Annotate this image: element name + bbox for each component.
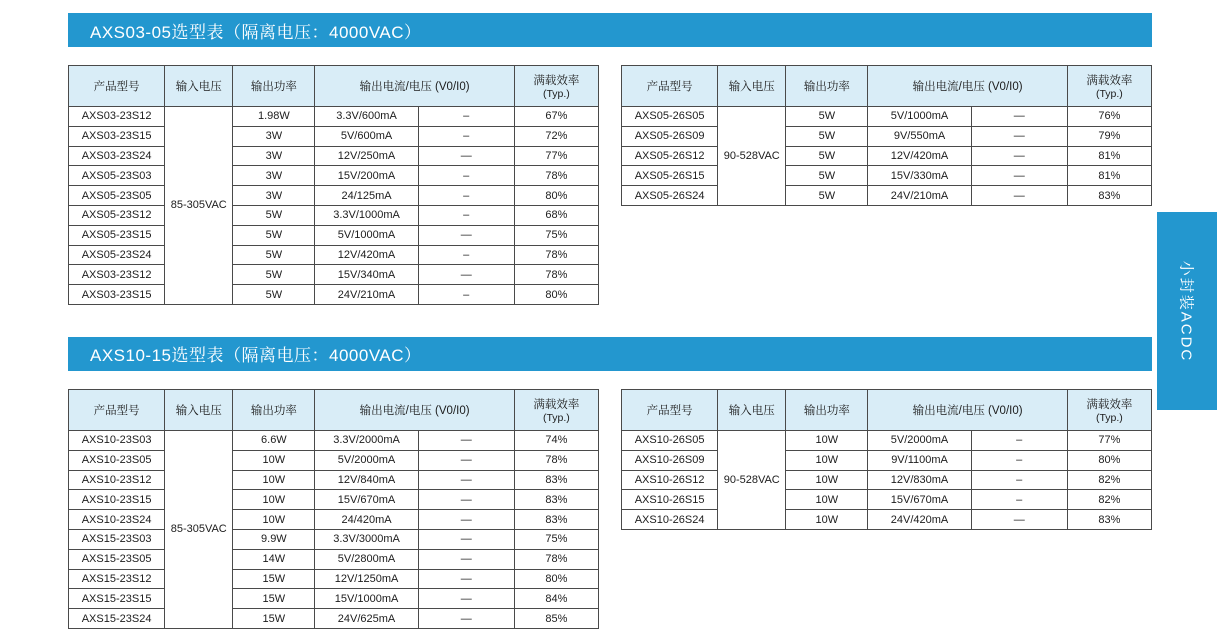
column-header-model: 产品型号	[69, 389, 165, 430]
dash-cell: —	[418, 146, 514, 166]
dash-cell: —	[418, 225, 514, 245]
model-cell: AXS15-23S05	[69, 549, 165, 569]
efficiency-cell: 77%	[1067, 430, 1151, 450]
table-row	[69, 285, 599, 305]
dash-cell: –	[418, 107, 514, 127]
table-row	[69, 146, 599, 166]
page-content	[68, 13, 1152, 629]
output-current-voltage-cell: 12V/420mA	[868, 146, 971, 166]
output-current-voltage-cell: 15V/670mA	[315, 490, 418, 510]
table-header-row	[622, 389, 1152, 430]
table-row	[69, 510, 599, 530]
efficiency-header-line1: 满载效率	[1086, 75, 1133, 87]
efficiency-cell: 80%	[514, 186, 598, 206]
efficiency-cell: 74%	[514, 430, 598, 450]
column-header-output-power: 输出功率	[233, 66, 315, 107]
dash-cell: –	[418, 126, 514, 146]
model-cell: AXS05-26S15	[622, 166, 718, 186]
table-row	[622, 146, 1152, 166]
table-row	[69, 245, 599, 265]
efficiency-header-line2: (Typ.)	[1095, 88, 1123, 100]
column-header-efficiency	[514, 66, 598, 107]
dash-cell: –	[418, 186, 514, 206]
efficiency-cell: 84%	[514, 589, 598, 609]
column-header-input-voltage: 输入电压	[718, 389, 786, 430]
output-current-voltage-cell: 5V/2000mA	[315, 450, 418, 470]
table-row	[69, 569, 599, 589]
output-power-cell: 1.98W	[233, 107, 315, 127]
dash-cell: –	[418, 245, 514, 265]
output-current-voltage-cell: 15V/340mA	[315, 265, 418, 285]
dash-cell: –	[418, 166, 514, 186]
dash-cell: –	[971, 490, 1067, 510]
selection-table-axs10-15-left	[68, 389, 599, 629]
table-row	[69, 470, 599, 490]
table-row	[69, 205, 599, 225]
dash-cell: —	[418, 470, 514, 490]
model-cell: AXS03-23S15	[69, 285, 165, 305]
table-row	[622, 126, 1152, 146]
table-row	[622, 470, 1152, 490]
efficiency-cell: 83%	[514, 510, 598, 530]
output-power-cell: 10W	[786, 510, 868, 530]
table-header-row	[69, 389, 599, 430]
table-row	[69, 609, 599, 629]
dash-cell: –	[971, 470, 1067, 490]
output-power-cell: 5W	[233, 265, 315, 285]
efficiency-cell: 81%	[1067, 146, 1151, 166]
dash-cell: –	[971, 430, 1067, 450]
output-current-voltage-cell: 12V/1250mA	[315, 569, 418, 589]
output-current-voltage-cell: 24V/420mA	[868, 510, 971, 530]
output-current-voltage-cell: 12V/830mA	[868, 470, 971, 490]
efficiency-cell: 85%	[514, 609, 598, 629]
dash-cell: —	[418, 510, 514, 530]
output-current-voltage-cell: 24/420mA	[315, 510, 418, 530]
output-current-voltage-cell: 5V/600mA	[315, 126, 418, 146]
dash-cell: —	[418, 609, 514, 629]
output-current-voltage-cell: 3.3V/600mA	[315, 107, 418, 127]
section-title-bar	[68, 337, 1152, 371]
efficiency-cell: 78%	[514, 265, 598, 285]
efficiency-cell: 75%	[514, 529, 598, 549]
side-tab-label: 小封装ACDC	[1177, 260, 1195, 362]
efficiency-cell: 78%	[514, 549, 598, 569]
column-header-model: 产品型号	[622, 389, 718, 430]
tables-row	[68, 65, 1152, 305]
column-header-efficiency	[1067, 66, 1151, 107]
output-power-cell: 10W	[233, 450, 315, 470]
output-power-cell: 9.9W	[233, 529, 315, 549]
model-cell: AXS10-26S05	[622, 430, 718, 450]
output-power-cell: 5W	[786, 126, 868, 146]
table-row	[69, 450, 599, 470]
efficiency-cell: 80%	[514, 569, 598, 589]
output-current-voltage-cell: 12V/840mA	[315, 470, 418, 490]
column-header-input-voltage: 输入电压	[165, 66, 233, 107]
model-cell: AXS10-23S03	[69, 430, 165, 450]
model-cell: AXS03-23S15	[69, 126, 165, 146]
output-power-cell: 3W	[233, 166, 315, 186]
output-current-voltage-cell: 15V/200mA	[315, 166, 418, 186]
model-cell: AXS10-26S15	[622, 490, 718, 510]
dash-cell: —	[418, 265, 514, 285]
dash-cell: —	[971, 146, 1067, 166]
output-power-cell: 10W	[786, 450, 868, 470]
output-power-cell: 5W	[786, 146, 868, 166]
column-header-output-power: 输出功率	[233, 389, 315, 430]
efficiency-cell: 68%	[514, 205, 598, 225]
column-header-output-current-voltage: 输出电流/电压 (V0/I0)	[315, 66, 514, 107]
model-cell: AXS05-23S15	[69, 225, 165, 245]
output-current-voltage-cell: 5V/1000mA	[315, 225, 418, 245]
output-power-cell: 3W	[233, 146, 315, 166]
efficiency-cell: 82%	[1067, 470, 1151, 490]
table-row	[69, 186, 599, 206]
table-row	[69, 107, 599, 127]
output-power-cell: 5W	[233, 245, 315, 265]
efficiency-cell: 83%	[1067, 510, 1151, 530]
dash-cell: –	[418, 285, 514, 305]
output-power-cell: 5W	[786, 186, 868, 206]
column-header-output-current-voltage: 输出电流/电压 (V0/I0)	[315, 389, 514, 430]
column-header-efficiency	[514, 389, 598, 430]
efficiency-header-line1: 满载效率	[533, 75, 580, 87]
model-cell: AXS03-23S24	[69, 146, 165, 166]
model-cell: AXS05-26S09	[622, 126, 718, 146]
dash-cell: —	[971, 107, 1067, 127]
output-current-voltage-cell: 24V/625mA	[315, 609, 418, 629]
efficiency-cell: 77%	[514, 146, 598, 166]
efficiency-cell: 80%	[514, 285, 598, 305]
model-cell: AXS15-23S24	[69, 609, 165, 629]
output-current-voltage-cell: 9V/550mA	[868, 126, 971, 146]
model-cell: AXS10-26S24	[622, 510, 718, 530]
dash-cell: —	[418, 430, 514, 450]
output-current-voltage-cell: 9V/1100mA	[868, 450, 971, 470]
efficiency-header-line1: 满载效率	[533, 398, 580, 411]
efficiency-cell: 80%	[1067, 450, 1151, 470]
table-row	[69, 225, 599, 245]
output-power-cell: 15W	[233, 609, 315, 629]
column-header-output-current-voltage: 输出电流/电压 (V0/I0)	[868, 389, 1067, 430]
model-cell: AXS05-26S05	[622, 107, 718, 127]
output-power-cell: 10W	[233, 470, 315, 490]
column-header-efficiency	[1067, 389, 1151, 430]
table-row	[69, 490, 599, 510]
output-current-voltage-cell: 15V/1000mA	[315, 589, 418, 609]
dash-cell: —	[971, 510, 1067, 530]
output-current-voltage-cell: 15V/670mA	[868, 490, 971, 510]
efficiency-cell: 67%	[514, 107, 598, 127]
output-current-voltage-cell: 12V/250mA	[315, 146, 418, 166]
model-cell: AXS10-23S24	[69, 510, 165, 530]
column-header-input-voltage: 输入电压	[718, 66, 786, 107]
table-row	[622, 107, 1152, 127]
column-header-model: 产品型号	[69, 66, 165, 107]
table-header-row	[69, 66, 599, 107]
model-cell: AXS05-23S12	[69, 205, 165, 225]
output-power-cell: 3W	[233, 186, 315, 206]
side-tab-small-package-acdc[interactable]	[1157, 212, 1217, 410]
output-power-cell: 10W	[233, 510, 315, 530]
input-voltage-cell: 90-528VAC	[718, 107, 786, 206]
table-row	[622, 490, 1152, 510]
table-row	[69, 166, 599, 186]
model-cell: AXS10-26S12	[622, 470, 718, 490]
efficiency-header-line2: (Typ.)	[542, 88, 570, 100]
table-row	[69, 265, 599, 285]
selection-table-axs03-05-left	[68, 65, 599, 305]
model-cell: AXS15-23S03	[69, 529, 165, 549]
dash-cell: —	[418, 450, 514, 470]
dash-cell: —	[418, 549, 514, 569]
table-row	[622, 510, 1152, 530]
output-current-voltage-cell: 5V/2800mA	[315, 549, 418, 569]
efficiency-cell: 78%	[514, 245, 598, 265]
table-row	[69, 589, 599, 609]
dash-cell: —	[418, 529, 514, 549]
table-row	[622, 430, 1152, 450]
column-header-model: 产品型号	[622, 66, 718, 107]
table-row	[69, 549, 599, 569]
table-row	[622, 450, 1152, 470]
dash-cell: —	[418, 490, 514, 510]
output-current-voltage-cell: 5V/1000mA	[868, 107, 971, 127]
efficiency-cell: 76%	[1067, 107, 1151, 127]
dash-cell: —	[971, 126, 1067, 146]
model-cell: AXS05-23S24	[69, 245, 165, 265]
model-cell: AXS05-26S24	[622, 186, 718, 206]
efficiency-cell: 82%	[1067, 490, 1151, 510]
output-power-cell: 6.6W	[233, 430, 315, 450]
model-cell: AXS10-23S15	[69, 490, 165, 510]
section-title: AXS10-15选型表（隔离电压：4000VAC）	[90, 346, 422, 366]
output-power-cell: 5W	[233, 225, 315, 245]
model-cell: AXS10-23S05	[69, 450, 165, 470]
efficiency-cell: 79%	[1067, 126, 1151, 146]
input-voltage-cell: 85-305VAC	[165, 107, 233, 305]
output-current-voltage-cell: 24V/210mA	[868, 186, 971, 206]
section-axs03-05	[68, 13, 1152, 305]
output-current-voltage-cell: 24V/210mA	[315, 285, 418, 305]
table-header-row	[622, 66, 1152, 107]
model-cell: AXS05-23S05	[69, 186, 165, 206]
column-header-output-power: 输出功率	[786, 389, 868, 430]
efficiency-header-line2: (Typ.)	[1095, 411, 1123, 424]
output-power-cell: 10W	[233, 490, 315, 510]
section-title-bar	[68, 13, 1152, 47]
column-header-output-power: 输出功率	[786, 66, 868, 107]
efficiency-header-line1: 满载效率	[1086, 398, 1133, 411]
output-power-cell: 15W	[233, 589, 315, 609]
output-current-voltage-cell: 24/125mA	[315, 186, 418, 206]
efficiency-header-line2: (Typ.)	[542, 411, 570, 424]
output-power-cell: 5W	[233, 285, 315, 305]
output-current-voltage-cell: 3.3V/3000mA	[315, 529, 418, 549]
model-cell: AXS10-23S12	[69, 470, 165, 490]
model-cell: AXS05-26S12	[622, 146, 718, 166]
output-current-voltage-cell: 15V/330mA	[868, 166, 971, 186]
efficiency-cell: 83%	[514, 470, 598, 490]
model-cell: AXS03-23S12	[69, 265, 165, 285]
output-power-cell: 5W	[786, 166, 868, 186]
table-row	[622, 166, 1152, 186]
model-cell: AXS15-23S12	[69, 569, 165, 589]
model-cell: AXS10-26S09	[622, 450, 718, 470]
dash-cell: –	[971, 450, 1067, 470]
efficiency-cell: 78%	[514, 450, 598, 470]
table-row	[69, 126, 599, 146]
table-row	[69, 430, 599, 450]
output-current-voltage-cell: 5V/2000mA	[868, 430, 971, 450]
table-row	[622, 186, 1152, 206]
dash-cell: —	[971, 186, 1067, 206]
model-cell: AXS03-23S12	[69, 107, 165, 127]
output-power-cell: 10W	[786, 490, 868, 510]
section-axs10-15	[68, 337, 1152, 629]
selection-table-axs03-05-right	[621, 65, 1152, 206]
output-current-voltage-cell: 3.3V/2000mA	[315, 430, 418, 450]
efficiency-cell: 75%	[514, 225, 598, 245]
output-power-cell: 5W	[786, 107, 868, 127]
tables-row	[68, 389, 1152, 629]
dash-cell: —	[971, 166, 1067, 186]
output-power-cell: 15W	[233, 569, 315, 589]
output-current-voltage-cell: 3.3V/1000mA	[315, 205, 418, 225]
model-cell: AXS15-23S15	[69, 589, 165, 609]
section-title: AXS03-05选型表（隔离电压：4000VAC）	[90, 22, 422, 42]
output-current-voltage-cell: 12V/420mA	[315, 245, 418, 265]
efficiency-cell: 78%	[514, 166, 598, 186]
output-power-cell: 14W	[233, 549, 315, 569]
efficiency-cell: 81%	[1067, 166, 1151, 186]
efficiency-cell: 72%	[514, 126, 598, 146]
efficiency-cell: 83%	[1067, 186, 1151, 206]
table-row	[69, 529, 599, 549]
selection-table-axs10-15-right	[621, 389, 1152, 530]
column-header-output-current-voltage: 输出电流/电压 (V0/I0)	[868, 66, 1067, 107]
input-voltage-cell: 85-305VAC	[165, 430, 233, 628]
input-voltage-cell: 90-528VAC	[718, 430, 786, 529]
output-power-cell: 10W	[786, 470, 868, 490]
column-header-input-voltage: 输入电压	[165, 389, 233, 430]
model-cell: AXS05-23S03	[69, 166, 165, 186]
dash-cell: —	[418, 589, 514, 609]
efficiency-cell: 83%	[514, 490, 598, 510]
dash-cell: –	[418, 205, 514, 225]
dash-cell: —	[418, 569, 514, 589]
output-power-cell: 3W	[233, 126, 315, 146]
output-power-cell: 10W	[786, 430, 868, 450]
output-power-cell: 5W	[233, 205, 315, 225]
